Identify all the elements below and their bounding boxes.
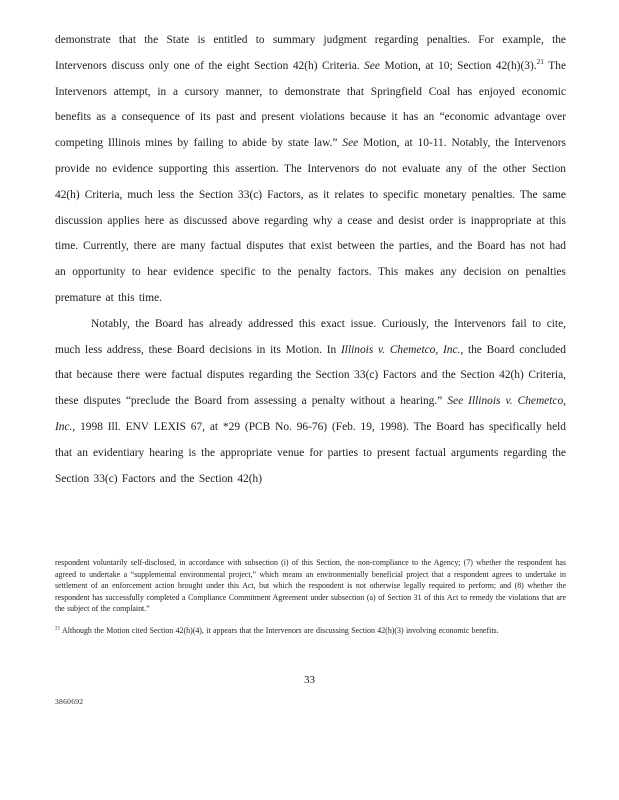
- body-paragraph-2: Notably, the Board has already addressed this exact issue. Curiously, the Intervenors fail to cite, much less address, these Board decisions in its Motion. In Illinois v. Chemetco, Inc., the Board concluded that because there were factual disputes regarding the Section 33(c) Factors and the Section 42(h) Criteria, these disputes “preclude the Board from assessing a penalty without a hearing.” See Illinois v. Chemetco, Inc., 1998 Ill. ENV LEXIS 67, at *29 (PCB No. 96-76) (Feb. 19, 1998). The Board has specifically held that an evidentiary hearing is the appropriate venue for parties to present factual arguments regarding the Section 33(c) Factors and the Section 42(h): [55, 317, 566, 485]
- body-paragraph-1: demonstrate that the State is entitled to summary judgment regarding penalties. For example, the Intervenors discuss only one of the eight Section 42(h) Criteria. See Motion, at 10; Section 42(h)(3).$^{21}$ The Intervenors attempt, in a cursory manner, to demonstrate that Springfield Coal has enjoyed economic benefits as a consequence of its past and present violations because it has an “economic advantage over competing Illinois mines by failing to abide by state law.” See Motion, at 10-11. Notably, the Intervenors provide no evidence supporting this assertion. The Intervenors do not evaluate any of the other Section 42(h) Criteria, much less the Section 33(c) Factors, as it relates to specific monetary penalties. The same discussion applies here as discussed above regarding why a cease and desist order is inappropriate at this time. Currently, there are many factual disputes that exist between the parties, and the Board has not had an opportunity to hear evidence specific to the penalty factors. This makes any decision on penalties premature at this time.: [55, 34, 566, 304]
- footnote-21: $^{21}$ Although the Motion cited Section 42(h)(4), it appears that the Intervenors are discussing Section 42(h)(3) involving economic benefits.: [55, 625, 499, 635]
- body-text: [55, 28, 566, 552]
- page-number: 33: [304, 674, 315, 686]
- document-id-number: 3860692: [55, 697, 84, 706]
- footnote-section: [55, 557, 566, 637]
- footnote-continuation: respondent voluntarily self-disclosed, in accordance with subsection (i) of this Section, the non-compliance to the Agency; (7) whether the respondent has agreed to undertake a “supplemental environmental project,” which means an environmentally beneficial project that a respondent agrees to undertake in settlement of an enforcement action brought under this Act, but which the respondent is not otherwise legally required to perform; and (8) whether the respondent has successfully completed a Compliance Commitment Agreement under subsection (a) of Section 31 of this Act to remedy the violations that are the subject of the complaint.”: [55, 558, 566, 614]
